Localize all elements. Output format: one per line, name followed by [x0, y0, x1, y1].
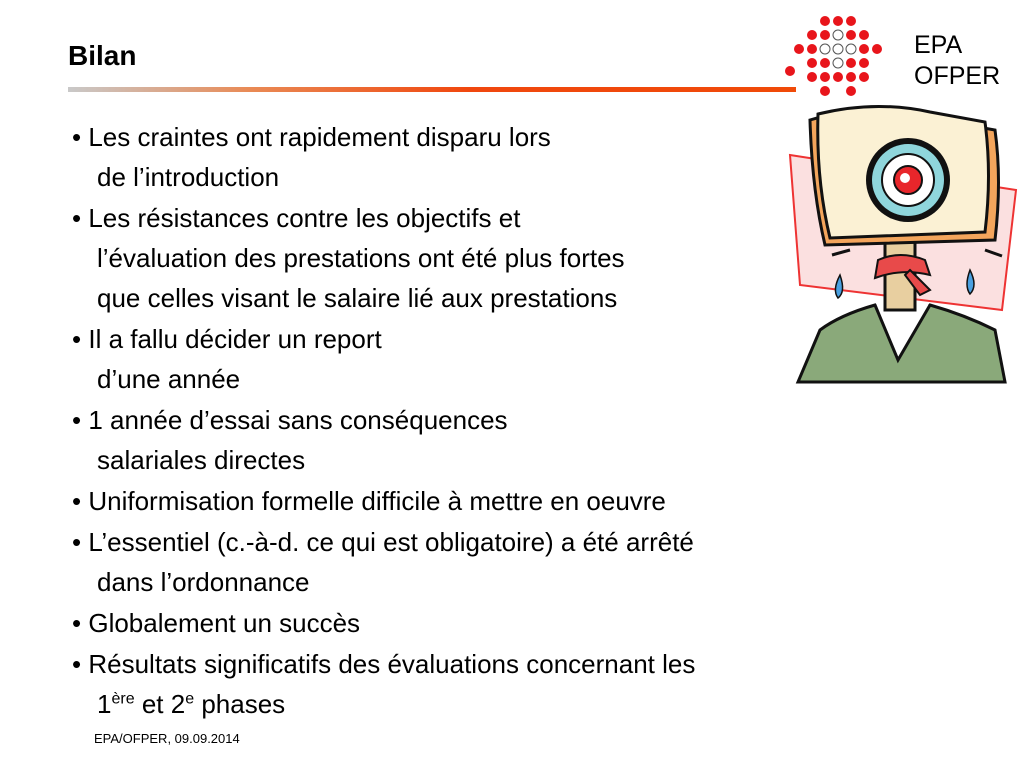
bullet-line — [97, 157, 922, 197]
bullet-text: Uniformisation formelle difficile à mettre en oeuvre — [88, 486, 666, 516]
bullet-text-sup2: e — [185, 690, 195, 708]
bullet-line — [72, 117, 922, 157]
bullet-line — [72, 603, 922, 643]
bullet-marker: • — [72, 405, 82, 435]
bullet-text: l’évaluation des prestations ont été plus fortes — [97, 243, 625, 273]
bullet-line — [97, 359, 922, 399]
bullet-text: L’essentiel (c.-à-d. ce qui est obligatoire) a été arrêté — [88, 527, 694, 557]
bullet-line — [97, 238, 922, 278]
bullet-text: que celles visant le salaire lié aux prestations — [97, 283, 618, 313]
title-rule — [68, 87, 796, 92]
bullet-line — [72, 644, 922, 684]
slide-title: Bilan — [68, 40, 137, 71]
bullet-marker: • — [72, 122, 82, 152]
bullet-text: 1 année d’essai sans conséquences — [88, 405, 508, 435]
bullet-text-tail: phases — [194, 689, 286, 719]
bullet-marker: • — [72, 203, 82, 233]
bullet-marker: • — [72, 608, 82, 638]
bullet-line — [97, 278, 922, 318]
bullet-text: Les résistances contre les objectifs et — [88, 203, 521, 233]
bullet-item — [72, 481, 922, 521]
bullet-line — [97, 440, 922, 480]
bullet-text: Les craintes ont rapidement disparu lors — [88, 122, 551, 152]
bullet-text: d’une année — [97, 364, 241, 394]
bullet-text: Il a fallu décider un report — [88, 324, 382, 354]
bullet-item — [72, 522, 922, 602]
bullet-item — [72, 198, 922, 318]
bullet-text: de l’introduction — [97, 162, 280, 192]
bullet-line — [72, 319, 922, 359]
bullet-marker: • — [72, 527, 82, 557]
bullet-line — [72, 400, 922, 440]
bullet-item — [72, 400, 922, 480]
bullet-item — [72, 117, 922, 197]
bullet-line — [97, 684, 922, 724]
bullet-text-mid: et 2 — [134, 689, 186, 719]
logo-line-1: EPA — [914, 31, 963, 59]
bullet-text: dans l’ordonnance — [97, 567, 310, 597]
bullet-text-n1: 1 — [97, 689, 112, 719]
bullet-item — [72, 603, 922, 643]
bullet-line — [97, 562, 922, 602]
bullet-line — [72, 481, 922, 521]
bullet-text: Résultats significatifs des évaluations concernant les — [88, 649, 696, 679]
epa-logo-dots-icon — [782, 14, 902, 100]
bullet-line — [72, 522, 922, 562]
bullet-list — [72, 117, 922, 725]
bullet-line — [72, 198, 922, 238]
bullet-text: Globalement un succès — [88, 608, 361, 638]
bullet-item — [72, 644, 922, 724]
footer-text: EPA/OFPER, 09.09.2014 — [94, 731, 240, 746]
bullet-text: salariales directes — [97, 445, 306, 475]
bullet-marker: • — [72, 649, 82, 679]
bullet-marker: • — [72, 324, 82, 354]
bullet-text-sup1: ère — [111, 690, 135, 708]
logo-line-2: OFPER — [914, 62, 1001, 90]
logo-text — [914, 30, 1000, 92]
bullet-item — [72, 319, 922, 399]
bullet-marker: • — [72, 486, 82, 516]
